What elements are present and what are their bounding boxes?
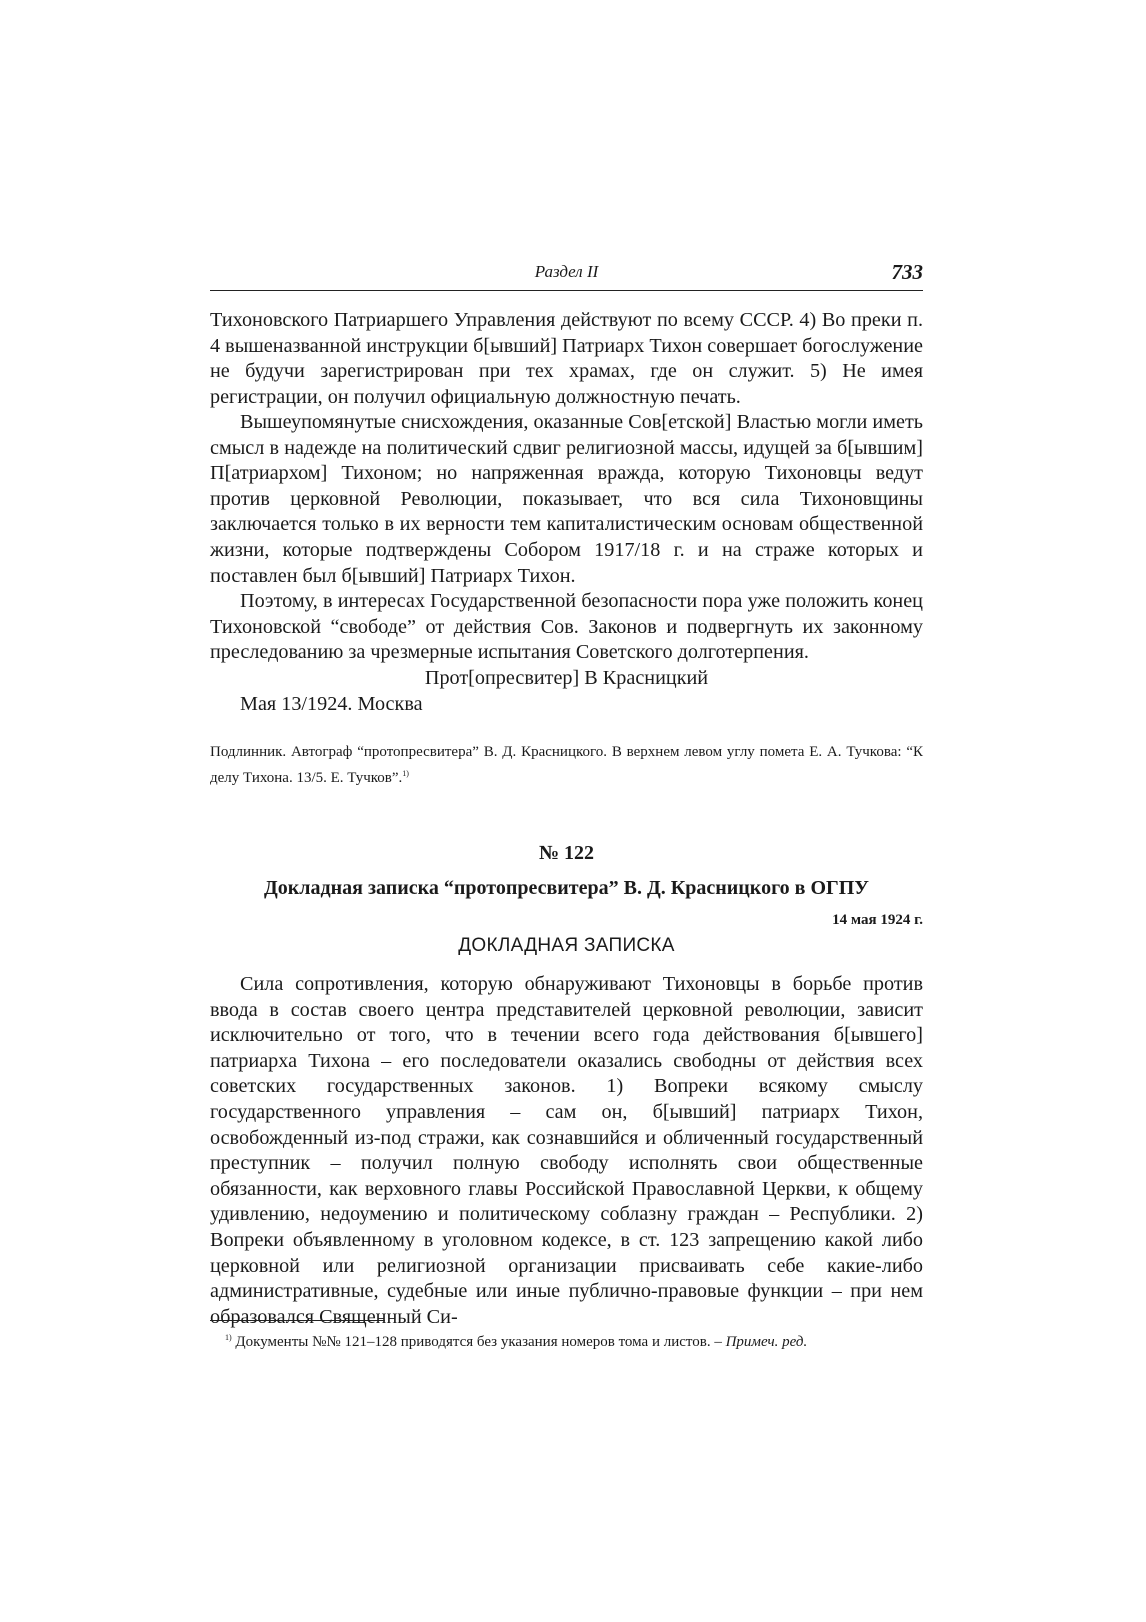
document-title: Докладная записка “протопресвитера” В. Д. Красницкого в ОГПУ bbox=[264, 877, 869, 899]
paragraph-conclusion bbox=[210, 589, 923, 666]
archival-note bbox=[210, 742, 923, 789]
document-date: 14 мая 1924 г. bbox=[832, 912, 923, 928]
running-header bbox=[210, 258, 923, 291]
paragraph-continuation bbox=[210, 308, 923, 410]
footnote-divider bbox=[210, 1320, 385, 1321]
document-number: № 122 bbox=[538, 842, 595, 864]
paragraph-concessions bbox=[210, 410, 923, 589]
document-heading: ДОКЛАДНАЯ ЗАПИСКА bbox=[458, 935, 675, 956]
signature: Прот[опресвитер] В Красницкий bbox=[424, 667, 709, 689]
paragraph-text: Поэтому, в интересах Государственной безопасности пора уже положить конец Тихоновской “свободе” от действия Сов. Законов и подвергнуть их законному преследованию за чрезмерные испытания Советского долготерпения. bbox=[210, 590, 923, 664]
paragraph-text: Вышеупомянутые снисхождения, оказанные Сов[етской] Властью могли иметь смысл в надежде на политический сдвиг религиозной массы, идущей за б[ывшим] П[атриархом] Тихоном; но напряженная вражда, которую Тихоновцы ведут против церковной Революции, показывает, что вся сила Тихоновщины заключается только в их верности тем капиталистическим основам общественной жизни, которые подтверждены Собором 1917/18 г. и на страже которых и поставлен был б[ывший] Патриарх Тихон. bbox=[210, 411, 923, 587]
signature-date: Мая 13/1924. Москва bbox=[240, 693, 423, 715]
paragraph-text: Сила сопротивления, которую обнаруживают Тихоновцы в борьбе против ввода в состав своего центра представителей церковной революции, зависит исключительно от того, что в течении всего года действования б[ывшего] патриарха Тихона – его последователи оказались свободны от действия всех советских государственных законов. 1) Вопреки всякому смыслу государственного управления – сам он, б[ывший] патриарх Тихон, освобожденный из-под стражи, как сознавшийся и обличенный государственный преступник – получил полную свободу исполнять свои общественные обязанности, как верховного главы Российской Православной Церкви, к общему удивлению, недоумению и политическому соблазну граждан – Республики. 2) Вопреки объявленному в уголовном кодексе, в ст. 123 запрещению какой либо церковной или религиозной организации присваивать себе какие-либо административные, судебные или иные публично-правовые функции – при нем образовался Священный Си- bbox=[210, 973, 923, 1328]
footnote-reference: 1) bbox=[402, 769, 409, 778]
paragraph-report-body bbox=[210, 972, 923, 1330]
page-number: 733 bbox=[891, 260, 923, 284]
footnote-marker: 1) bbox=[225, 1333, 232, 1342]
paragraph-text: Тихоновского Патриаршего Управления действуют по всему СССР. 4) Во преки п. 4 вышеназванной инструкции б[ывший] Патриарх Тихон совершает богослужение не будучи зарегистрирован при тех храмах, где он служит. 5) Не имея регистрации, он получил официальную должностную печать. bbox=[210, 309, 923, 408]
footnote bbox=[225, 1328, 807, 1352]
footnote-text: Документы №№ 121–128 приводятся без указания номеров тома и листов. – bbox=[231, 1334, 726, 1350]
section-title: Раздел II bbox=[534, 262, 599, 281]
archival-note-text: Подлинник. Автограф “протопресвитера” В. Д. Красницкого. В верхнем левом углу помета Е. А. Тучкова: “К делу Тихона. 13/5. Е. Тучков”. bbox=[210, 744, 923, 786]
editor-note: Примеч. ред. bbox=[725, 1334, 808, 1350]
